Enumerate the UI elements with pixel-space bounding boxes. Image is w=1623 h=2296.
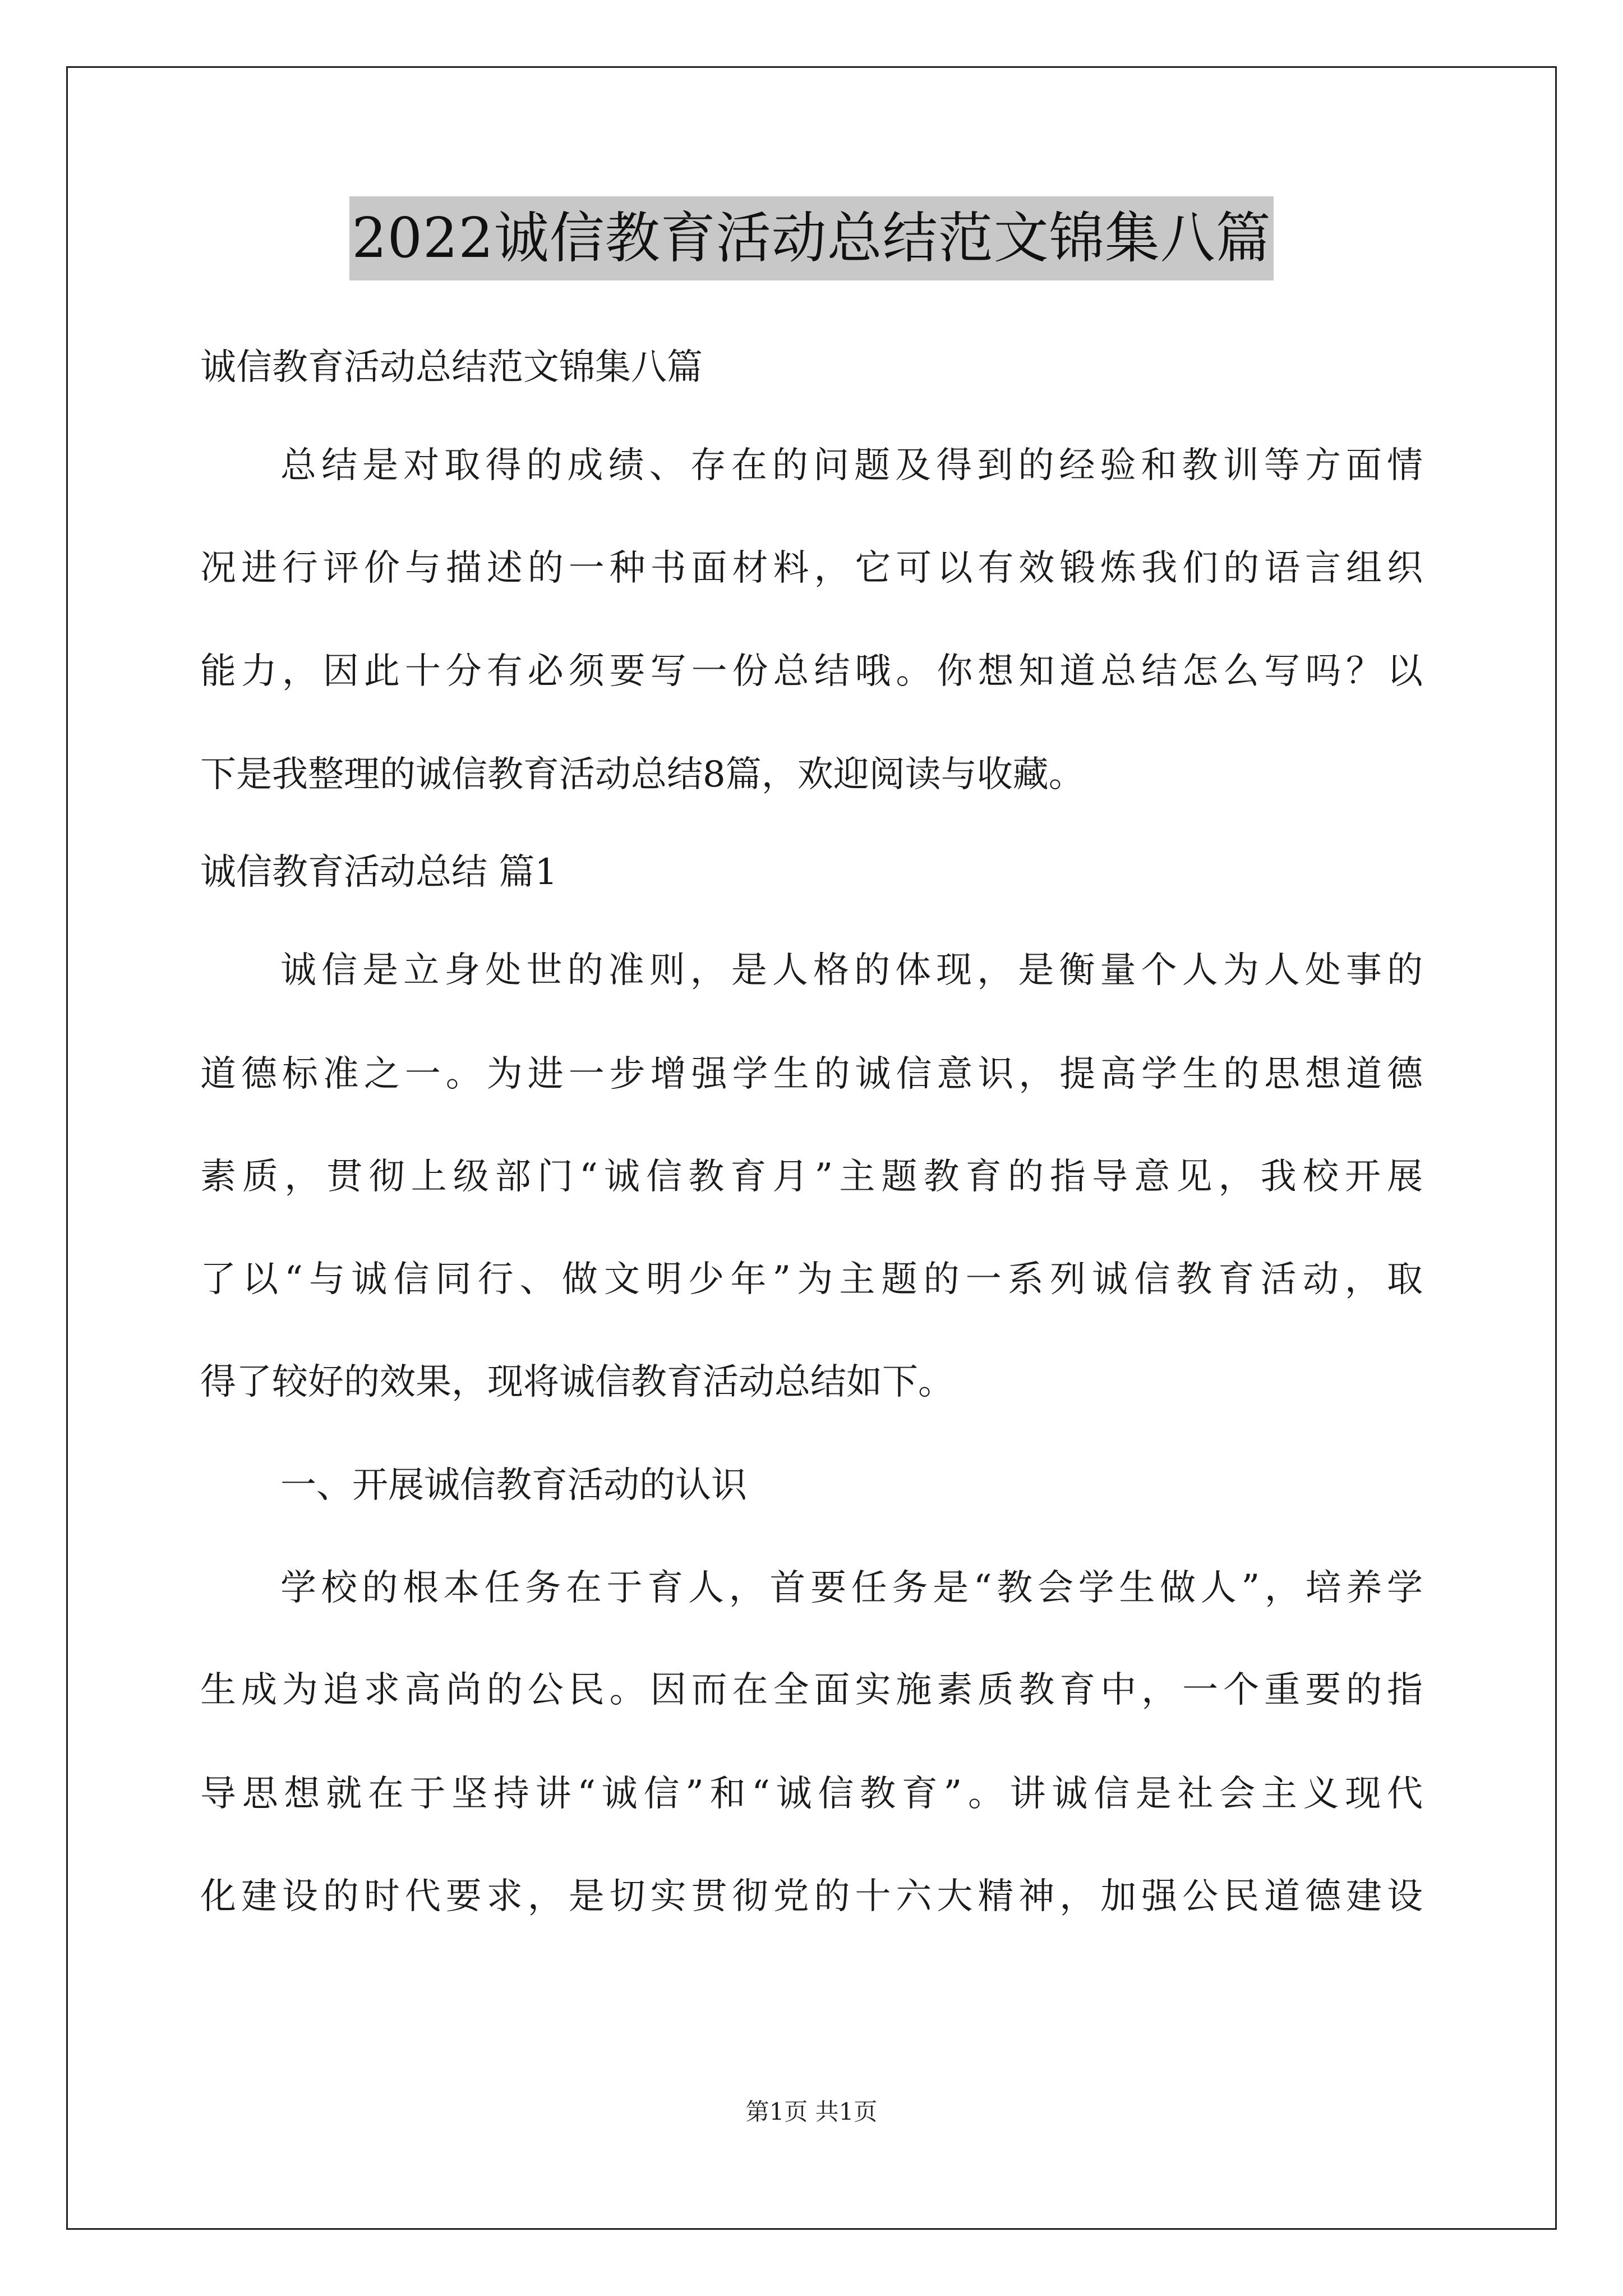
- paragraph-line: 导思想就在于坚持讲“诚信”和“诚信教育”。讲诚信是社会主义现代: [200, 1773, 1423, 1815]
- paragraph-line: 生成为追求高尚的公民。因而在全面实施素质教育中，一个重要的指: [200, 1669, 1423, 1711]
- paragraph-line: 诚信是立身处世的准则，是人格的体现，是衡量个人为人处事的: [280, 950, 1423, 991]
- title-wrap: [0, 196, 1623, 280]
- document-title: 2022诚信教育活动总结范文锦集八篇: [349, 196, 1273, 280]
- intro-line: 总结是对取得的成绩、存在的问题及得到的经验和教训等方面情: [280, 445, 1423, 486]
- section-heading: 诚信教育活动总结 篇1: [200, 852, 558, 893]
- intro-line: 况进行评价与描述的一种书面材料，它可以有效锻炼我们的语言组织: [200, 547, 1423, 589]
- intro-line: 下是我整理的诚信教育活动总结8篇，欢迎阅读与收藏。: [200, 754, 1085, 795]
- paragraph-line: 了以“与诚信同行、做文明少年”为主题的一系列诚信教育活动，取: [200, 1259, 1423, 1300]
- document-subtitle: 诚信教育活动总结范文锦集八篇: [200, 347, 703, 388]
- paragraph-line: 素质，贯彻上级部门“诚信教育月”主题教育的指导意见，我校开展: [200, 1156, 1423, 1198]
- paragraph-line: 道德标准之一。为进一步增强学生的诚信意识，提高学生的思想道德: [200, 1053, 1423, 1095]
- paragraph-line: 学校的根本任务在于育人，首要任务是“教会学生做人”，培养学: [280, 1567, 1423, 1609]
- subheading: 一、开展诚信教育活动的认识: [280, 1465, 747, 1506]
- paragraph-line: 化建设的时代要求，是切实贯彻党的十六大精神，加强公民道德建设: [200, 1876, 1423, 1917]
- intro-line: 能力，因此十分有必须要写一份总结哦。你想知道总结怎么写吗？以: [200, 651, 1423, 692]
- paragraph-line: 得了较好的效果，现将诚信教育活动总结如下。: [200, 1361, 954, 1403]
- page-footer: 第1页 共1页: [745, 2098, 878, 2125]
